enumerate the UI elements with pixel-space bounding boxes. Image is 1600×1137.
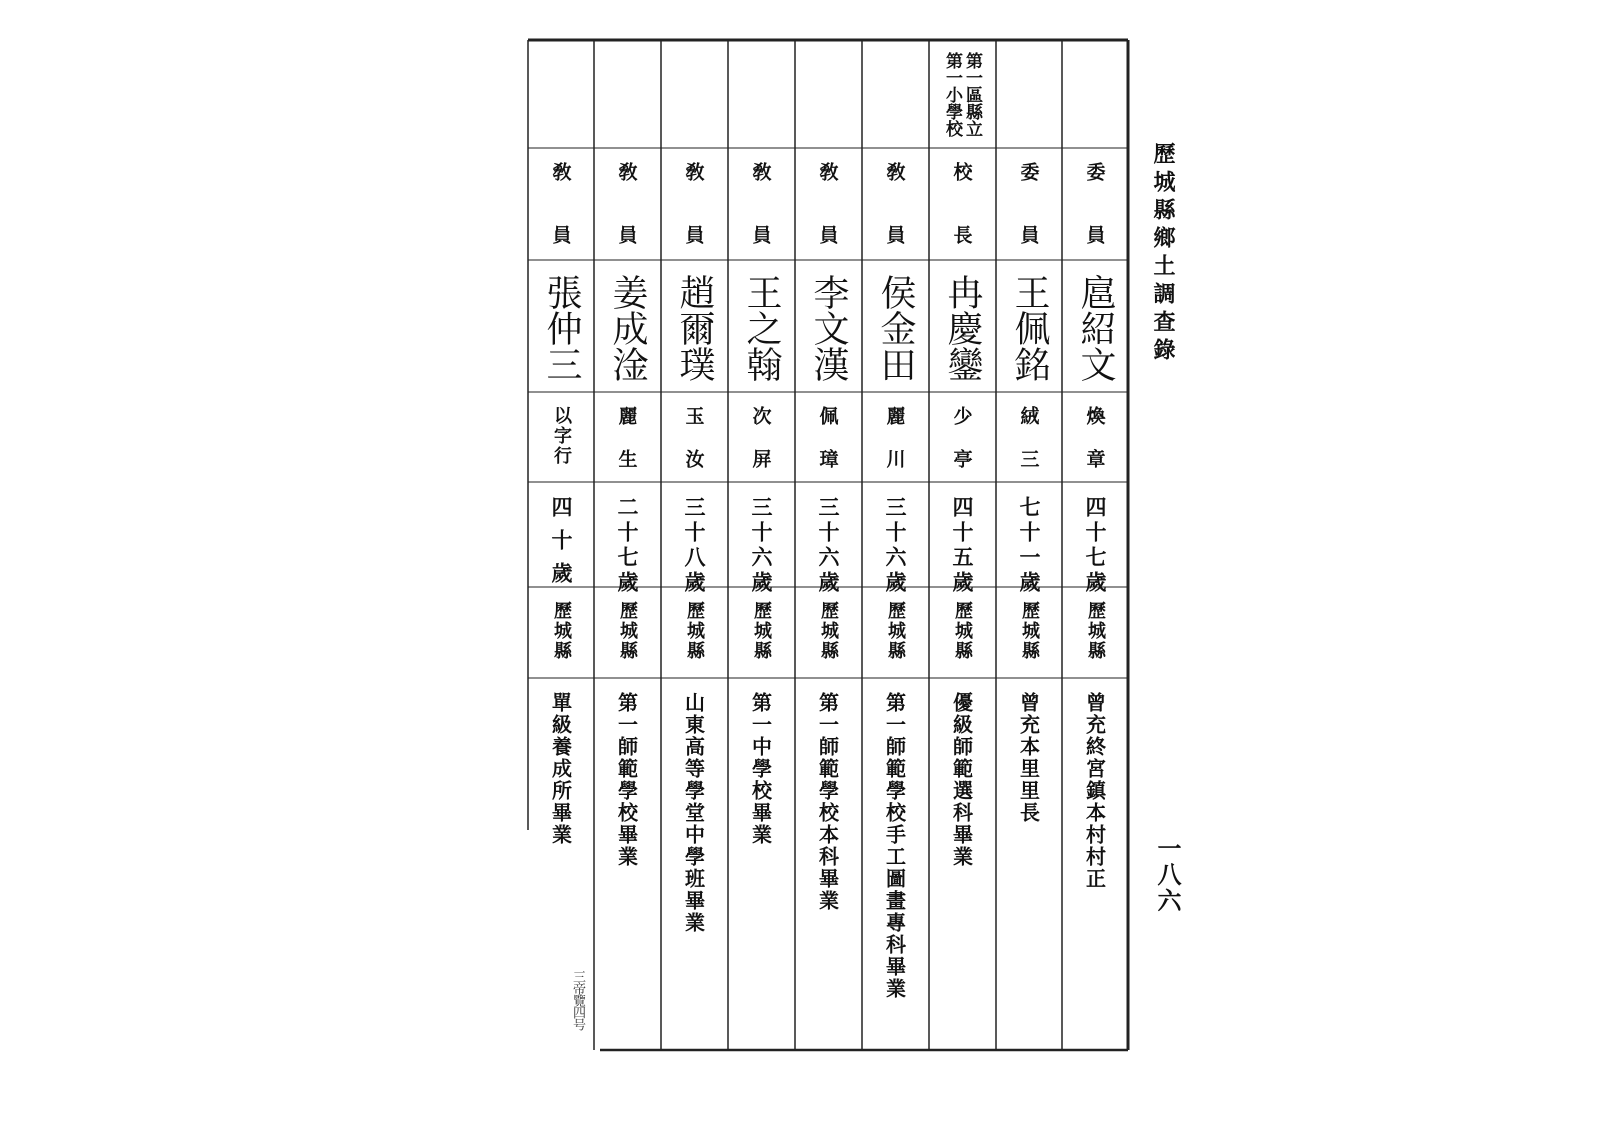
name-cell: 扈紹文: [1075, 274, 1116, 382]
origin-cell: 歷城縣: [551, 601, 572, 661]
origin-cell: 歷城縣: [751, 601, 772, 661]
origin-cell: 歷城縣: [1085, 601, 1106, 661]
school-cell: 第一區縣立第一小學校: [942, 52, 982, 137]
title-cell: 敎員: [816, 162, 839, 288]
table-row: [661, 40, 727, 1055]
table-row: [996, 40, 1062, 1055]
alias-cell: 麗川: [883, 406, 906, 492]
book-title: 歷城縣鄉土調查錄: [1150, 142, 1176, 366]
alias-cell: 佩璋: [816, 406, 839, 492]
remark-cell: 山東高等學堂中學班畢業: [681, 692, 706, 934]
alias-cell: 絨三: [1017, 406, 1040, 492]
remark-cell: 第一師範學校本科畢業: [815, 692, 840, 912]
title-cell: 敎員: [749, 162, 772, 288]
table-row: [929, 40, 995, 1055]
origin-cell: 歷城縣: [885, 601, 906, 661]
alias-cell: 煥章: [1083, 406, 1106, 492]
name-cell: 趙爾璞: [674, 274, 715, 382]
title-cell: 敎員: [682, 162, 705, 288]
origin-cell: 歷城縣: [1019, 601, 1040, 661]
alias-cell: 以字行: [551, 406, 572, 466]
age-cell: 四十歲: [549, 496, 574, 595]
remark-cell: 第一師範學校手工圖畫專科畢業: [882, 692, 907, 1000]
table-row: [594, 40, 660, 1055]
title-cell: 委員: [1017, 162, 1040, 288]
title-cell: 敎員: [615, 162, 638, 288]
title-cell: 委員: [1083, 162, 1106, 288]
age-cell: 三十六歲: [816, 496, 841, 596]
remark-cell: 曾充終宮鎮本村村正: [1082, 692, 1107, 890]
table-row: [862, 40, 928, 1055]
name-cell: 王之翰: [741, 274, 782, 382]
table-row: [795, 40, 861, 1055]
alias-cell: 少亭: [950, 406, 973, 492]
title-cell: 校長: [950, 162, 973, 288]
age-cell: 二十七歲: [615, 496, 640, 596]
title-cell: 敎員: [549, 162, 572, 288]
name-cell: 王佩銘: [1009, 274, 1050, 382]
age-cell: 三十六歲: [749, 496, 774, 596]
remark-cell: 單級養成所畢業: [548, 692, 573, 846]
origin-cell: 歷城縣: [818, 601, 839, 661]
alias-cell: 麗生: [615, 406, 638, 492]
origin-cell: 歷城縣: [684, 601, 705, 661]
age-cell: 七十一歲: [1017, 496, 1042, 596]
name-cell: 李文漢: [808, 274, 849, 382]
title-cell: 敎員: [883, 162, 906, 288]
name-cell: 張仲三: [541, 274, 582, 382]
table-row: [528, 40, 594, 1055]
age-cell: 四十五歲: [950, 496, 975, 596]
remark-cell: 第一中學校畢業: [748, 692, 773, 846]
name-cell: 冉慶鑾: [942, 274, 983, 382]
age-cell: 三十八歲: [682, 496, 707, 596]
library-stamp: 三帝覽四号: [570, 970, 585, 1030]
origin-cell: 歷城縣: [952, 601, 973, 661]
age-cell: 四十七歲: [1083, 496, 1108, 596]
table-row: [1062, 40, 1128, 1055]
name-cell: 侯金田: [875, 274, 916, 382]
page-number: 一八六: [1153, 836, 1182, 914]
origin-cell: 歷城縣: [617, 601, 638, 661]
remark-cell: 曾充本里里長: [1016, 692, 1041, 824]
remark-cell: 優級師範選科畢業: [949, 692, 974, 868]
age-cell: 三十六歲: [883, 496, 908, 596]
alias-cell: 玉汝: [682, 406, 705, 492]
name-cell: 姜成淦: [607, 274, 648, 382]
alias-cell: 次屏: [749, 406, 772, 492]
remark-cell: 第一師範學校畢業: [614, 692, 639, 868]
table-row: [728, 40, 794, 1055]
